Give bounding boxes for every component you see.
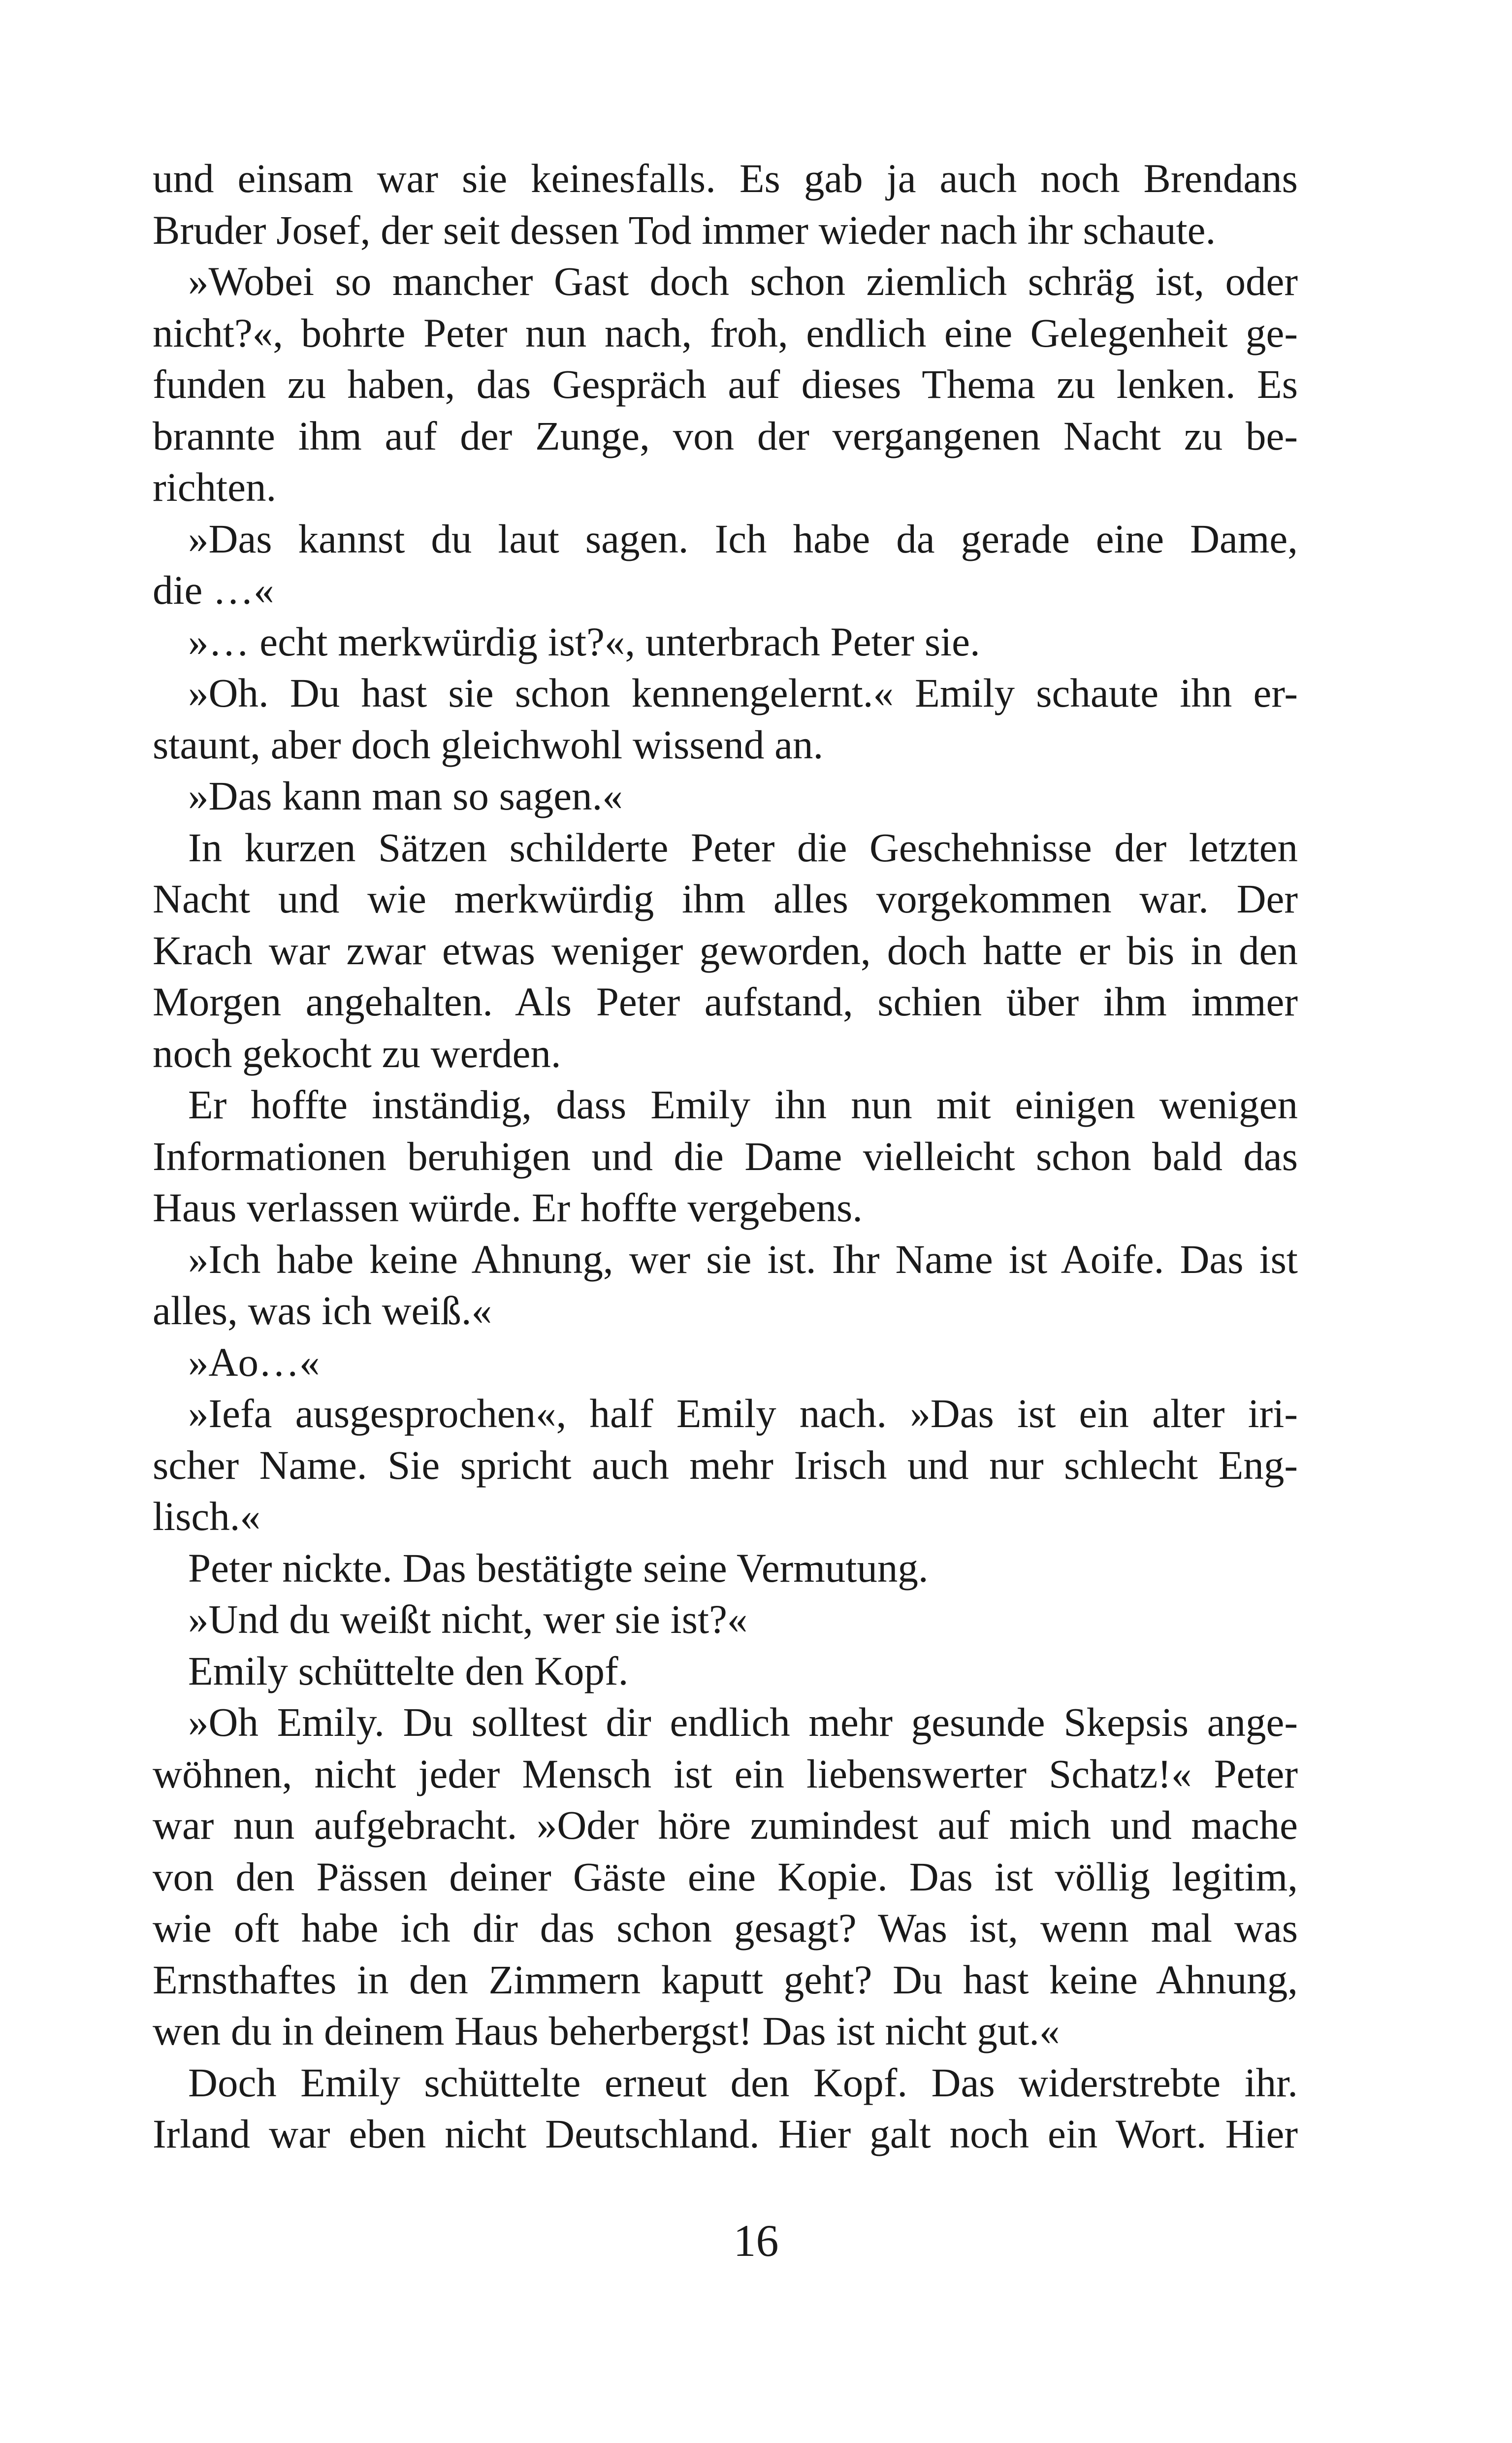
text-line: die …«: [153, 567, 274, 613]
text-line: In kurzen Sätzen schilderte Peter die Geschehnisse der letzten: [188, 824, 1298, 870]
text-line: Morgen angehalten. Als Peter aufstand, schien über ihm immer: [153, 979, 1298, 1024]
text-line: Peter nickte. Das bestätigte seine Vermutung.: [188, 1545, 929, 1591]
page-number: 16: [733, 2215, 779, 2266]
text-line: Doch Emily schüttelte erneut den Kopf. Das widerstrebte ihr.: [188, 2059, 1298, 2105]
text-line: war nun aufgebracht. »Oder höre zumindest auf mich und mache: [153, 1802, 1298, 1848]
text-line: Ernsthaftes in den Zimmern kaputt geht? Du hast keine Ahnung,: [153, 1956, 1298, 2002]
text-line: richten.: [153, 464, 277, 510]
text-line: »Und du weißt nicht, wer sie ist?«: [188, 1596, 748, 1642]
text-line: »Oh. Du hast sie schon kennengelernt.« Emily schaute ihn er-: [188, 670, 1298, 716]
text-line: von den Pässen deiner Gäste eine Kopie. Das ist völlig legitim,: [153, 1854, 1298, 1899]
text-line: »Ao…«: [188, 1339, 320, 1385]
text-line: wen du in deinem Haus beherbergst! Das ist nicht gut.«: [153, 2008, 1060, 2053]
text-line: »Iefa ausgesprochen«, half Emily nach. »Das ist ein alter iri-: [188, 1391, 1298, 1436]
text-line: »Wobei so mancher Gast doch schon ziemlich schräg ist, oder: [188, 259, 1298, 304]
text-line: »Das kannst du laut sagen. Ich habe da gerade eine Dame,: [188, 516, 1298, 561]
text-line: und einsam war sie keinesfalls. Es gab ja auch noch Brendans: [153, 156, 1298, 201]
text-line: Haus verlassen würde. Er hoffte vergebens.: [153, 1185, 863, 1230]
text-line: Emily schüttelte den Kopf.: [188, 1648, 629, 1694]
text-line: wie oft habe ich dir das schon gesagt? Was ist, wenn mal was: [153, 1905, 1298, 1951]
text-line: staunt, aber doch gleichwohl wissend an.: [153, 721, 824, 767]
text-line: »Oh Emily. Du solltest dir endlich mehr gesunde Skepsis ange-: [188, 1699, 1298, 1745]
text-line: alles, was ich weiß.«: [153, 1288, 492, 1333]
text-line: »Ich habe keine Ahnung, wer sie ist. Ihr Name ist Aoife. Das ist: [188, 1236, 1298, 1282]
text-line: brannte ihm auf der Zunge, von der vergangenen Nacht zu be-: [153, 413, 1298, 458]
text-line: Er hoffte inständig, dass Emily ihn nun mit einigen wenigen: [188, 1082, 1298, 1127]
text-line: nicht?«, bohrte Peter nun nach, froh, endlich eine Gelegenheit ge-: [153, 310, 1298, 356]
text-line: funden zu haben, das Gespräch auf dieses Thema zu lenken. Es: [153, 361, 1298, 407]
text-line: wöhnen, nicht jeder Mensch ist ein liebenswerter Schatz!« Peter: [153, 1751, 1298, 1796]
text-line: Krach war zwar etwas weniger geworden, doch hatte er bis in den: [153, 927, 1298, 973]
body-text: [153, 153, 1298, 2160]
text-line: lisch.«: [153, 1494, 261, 1539]
text-line: Nacht und wie merkwürdig ihm alles vorgekommen war. Der: [153, 876, 1298, 921]
text-line: Informationen beruhigen und die Dame vielleicht schon bald das: [153, 1133, 1298, 1179]
text-line: »Das kann man so sagen.«: [188, 773, 623, 818]
text-line: noch gekocht zu werden.: [153, 1030, 561, 1076]
text-line: Bruder Josef, der seit dessen Tod immer wieder nach ihr schaute.: [153, 207, 1216, 253]
text-line: Irland war eben nicht Deutschland. Hier galt noch ein Wort. Hier: [153, 2111, 1298, 2156]
text-line: scher Name. Sie spricht auch mehr Irisch und nur schlecht Eng-: [153, 1442, 1298, 1488]
text-line: »… echt merkwürdig ist?«, unterbrach Peter sie.: [188, 619, 980, 664]
